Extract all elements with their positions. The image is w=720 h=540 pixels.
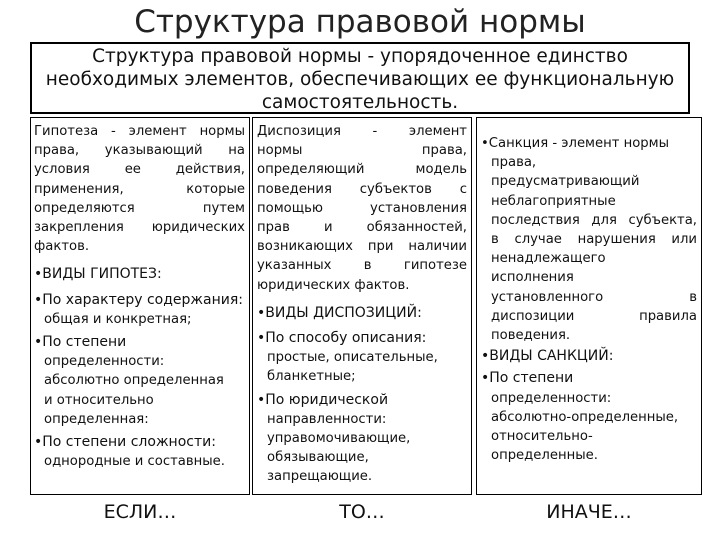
disposition-bullet-value: запрещающие. [267,469,373,485]
disposition-def-line: нормы права, [257,143,467,159]
disposition-def-line: возникающих при наличии [257,239,467,255]
page-title: Структура правовой нормы [134,4,586,40]
disposition-bullet-title: •По способу описания: [257,330,427,347]
hypothesis-def-line: Гипотеза - элемент нормы [34,124,245,139]
sanction-def-line: диспозиции правила [491,308,697,324]
disposition-bullet-value: обязывающие, [267,450,369,466]
hypothesis-column [30,117,250,495]
definition-line-3: самостоятельность. [261,92,459,113]
sanction-bullet-value: определенные. [491,448,598,464]
sanction-def-line: поведения. [491,328,571,344]
hypothesis-def-line: закрепления юридических [34,220,245,236]
hypothesis-bullet-title: •По степени сложности: [34,434,216,451]
sanction-def-line: неблагоприятные [491,193,616,209]
definition-box [30,42,690,114]
sanction-bullet-value: относительно- [491,429,593,445]
hypothesis-def-line: права, указывающий на [34,143,245,159]
sanction-def-line: последствия для субъекта, [491,212,697,228]
sanction-def-line: предусматривающий [491,174,640,190]
hypothesis-types-heading: •ВИДЫ ГИПОТЕЗ: [34,266,162,283]
disposition-column [252,117,472,495]
sanction-bullet-value: определенности: [491,390,612,406]
hypothesis-bullet-value: абсолютно определенная [44,373,224,389]
footer-if: ЕСЛИ… [103,501,177,523]
disposition-def-line: определяющий модель [257,162,467,178]
hypothesis-bullet-value: и относительно [44,392,154,408]
disposition-bullet-value: простые, описательные, [267,350,438,366]
hypothesis-bullet-value: общая и конкретная; [44,311,192,327]
hypothesis-def-line: определяются путем [34,200,245,216]
disposition-types-heading: •ВИДЫ ДИСПОЗИЦИЙ: [257,304,422,321]
hypothesis-bullet-value: определенности: [44,354,165,370]
hypothesis-bullet-title: •По характеру содержания: [34,291,244,308]
definition-line-1: Структура правовой нормы - упорядоченное единство [92,46,628,67]
footer-then: ТО… [339,501,385,523]
disposition-def-line: поведения субъектов с [257,181,467,197]
hypothesis-bullet-value: однородные и составные. [44,454,225,470]
hypothesis-def-line: условия ее действия, [34,162,245,178]
disposition-bullet-value: бланкетные; [267,369,356,385]
hypothesis-bullet-value: определенная: [44,411,149,427]
sanction-def-line: установленного в [491,289,697,305]
sanction-def-line: в случае нарушения или [491,232,697,248]
hypothesis-bullet-title: •По степени [34,334,127,351]
footer-else: ИНАЧЕ… [546,501,632,523]
disposition-def-line: помощью установления [257,200,467,216]
definition-line-2: необходимых элементов, обеспечивающих ее функциональную [45,69,675,90]
sanction-def-line: права, [491,155,537,171]
disposition-bullet-value: управомочивающие, [267,431,411,447]
hypothesis-def-line: применения, которые [34,181,245,197]
sanction-def-line: ненадлежащего [491,251,606,267]
sanction-bullet-value: абсолютно-определенные, [491,409,679,425]
sanction-column [476,117,702,495]
hypothesis-def-line: фактов. [34,239,90,255]
disposition-def-line: юридических фактов. [257,277,410,293]
disposition-def-line: прав и обязанностей, [257,220,467,236]
sanction-types-heading: •ВИДЫ САНКЦИЙ: [481,348,614,365]
sanction-def-first: •Санкция - элемент нормы [481,136,670,151]
sanction-def-line: исполнения [491,270,574,286]
disposition-def-line: указанных в гипотезе [257,258,467,274]
sanction-bullet-title: •По степени [481,370,574,387]
disposition-bullet-title: •По юридической [257,391,389,408]
disposition-def-line: Диспозиция - элемент [257,124,467,139]
disposition-bullet-value: направленности: [267,411,387,427]
